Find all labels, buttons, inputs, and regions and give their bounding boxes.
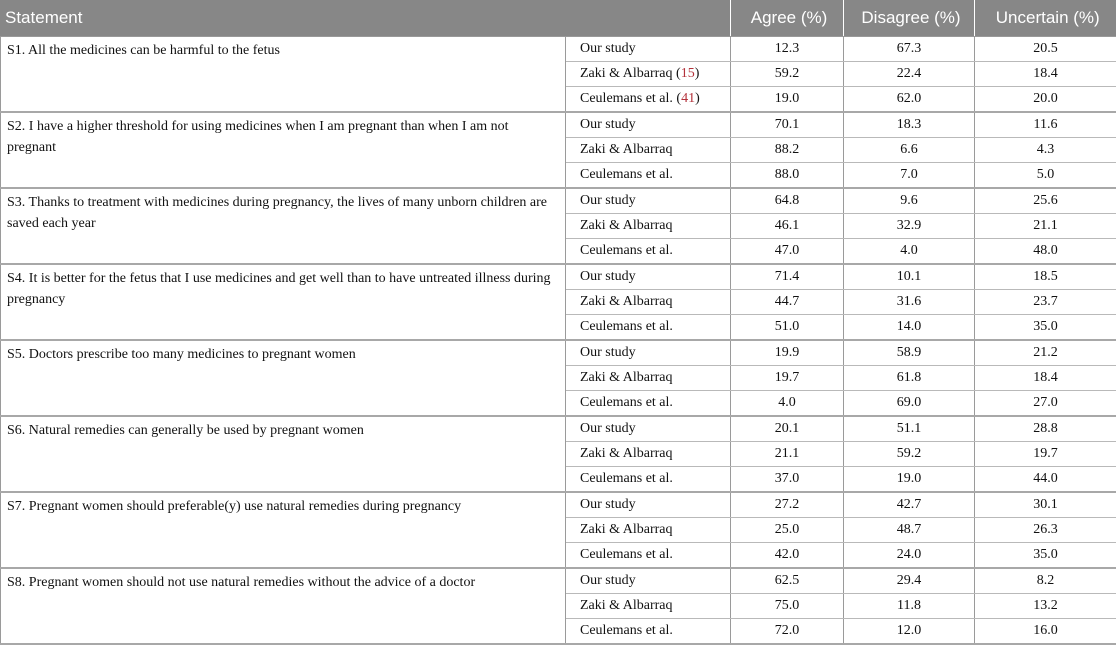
disagree-cell: 19.0 bbox=[844, 467, 975, 493]
source-label: Our study bbox=[580, 421, 636, 436]
uncertain-cell: 20.5 bbox=[975, 37, 1116, 62]
source-label: Ceulemans et al. bbox=[580, 91, 673, 106]
disagree-cell: 7.0 bbox=[844, 163, 975, 189]
reference-link[interactable]: 41 bbox=[681, 91, 695, 106]
uncertain-cell: 13.2 bbox=[975, 594, 1116, 619]
agree-cell: 72.0 bbox=[731, 619, 844, 645]
uncertain-cell: 4.3 bbox=[975, 138, 1116, 163]
uncertain-cell: 18.4 bbox=[975, 366, 1116, 391]
uncertain-cell: 11.6 bbox=[975, 112, 1116, 138]
disagree-cell: 10.1 bbox=[844, 264, 975, 290]
source-label: Our study bbox=[580, 117, 636, 132]
source-label: Zaki & Albarraq bbox=[580, 598, 673, 613]
uncertain-cell: 18.4 bbox=[975, 62, 1116, 87]
source-label: Our study bbox=[580, 497, 636, 512]
uncertain-cell: 44.0 bbox=[975, 467, 1116, 493]
column-header-uncertain: Uncertain (%) bbox=[975, 0, 1116, 37]
disagree-cell: 51.1 bbox=[844, 416, 975, 442]
source-label: Ceulemans et al. bbox=[580, 547, 673, 562]
uncertain-cell: 25.6 bbox=[975, 188, 1116, 214]
agree-cell: 12.3 bbox=[731, 37, 844, 62]
uncertain-cell: 21.2 bbox=[975, 340, 1116, 366]
disagree-cell: 69.0 bbox=[844, 391, 975, 417]
uncertain-cell: 48.0 bbox=[975, 239, 1116, 265]
column-header-statement: Statement bbox=[1, 0, 731, 37]
agree-cell: 27.2 bbox=[731, 492, 844, 518]
uncertain-cell: 8.2 bbox=[975, 568, 1116, 594]
source-label: Ceulemans et al. bbox=[580, 623, 673, 638]
table-body bbox=[1, 37, 1116, 645]
uncertain-cell: 35.0 bbox=[975, 543, 1116, 569]
uncertain-cell: 16.0 bbox=[975, 619, 1116, 645]
source-cell bbox=[566, 264, 731, 290]
source-label: Zaki & Albarraq bbox=[580, 370, 673, 385]
source-cell bbox=[566, 340, 731, 366]
disagree-cell: 9.6 bbox=[844, 188, 975, 214]
statement-cell: S8. Pregnant women should not use natural remedies without the advice of a doctor bbox=[1, 568, 566, 644]
source-label: Our study bbox=[580, 345, 636, 360]
disagree-cell: 22.4 bbox=[844, 62, 975, 87]
statement-cell: S6. Natural remedies can generally be used by pregnant women bbox=[1, 416, 566, 492]
agree-cell: 44.7 bbox=[731, 290, 844, 315]
table-row bbox=[1, 264, 1116, 290]
source-cell bbox=[566, 391, 731, 417]
source-cell bbox=[566, 138, 731, 163]
agree-cell: 21.1 bbox=[731, 442, 844, 467]
disagree-cell: 48.7 bbox=[844, 518, 975, 543]
table-header bbox=[1, 0, 1116, 37]
header-row bbox=[1, 0, 1116, 37]
disagree-cell: 6.6 bbox=[844, 138, 975, 163]
source-cell bbox=[566, 239, 731, 265]
table-row bbox=[1, 416, 1116, 442]
table-row bbox=[1, 340, 1116, 366]
source-cell bbox=[566, 214, 731, 239]
agree-cell: 42.0 bbox=[731, 543, 844, 569]
source-label: Ceulemans et al. bbox=[580, 395, 673, 410]
disagree-cell: 61.8 bbox=[844, 366, 975, 391]
agree-cell: 71.4 bbox=[731, 264, 844, 290]
uncertain-cell: 27.0 bbox=[975, 391, 1116, 417]
uncertain-cell: 23.7 bbox=[975, 290, 1116, 315]
uncertain-cell: 5.0 bbox=[975, 163, 1116, 189]
agree-cell: 47.0 bbox=[731, 239, 844, 265]
agree-cell: 19.0 bbox=[731, 87, 844, 113]
source-cell: Zaki & Albarraq (15) bbox=[566, 62, 731, 87]
source-cell bbox=[566, 619, 731, 645]
disagree-cell: 31.6 bbox=[844, 290, 975, 315]
source-cell bbox=[566, 416, 731, 442]
agree-cell: 19.9 bbox=[731, 340, 844, 366]
source-cell bbox=[566, 37, 731, 62]
table-row bbox=[1, 112, 1116, 138]
statement-cell: S3. Thanks to treatment with medicines during pregnancy, the lives of many unborn children are saved each year bbox=[1, 188, 566, 264]
agree-cell: 75.0 bbox=[731, 594, 844, 619]
disagree-cell: 12.0 bbox=[844, 619, 975, 645]
source-label: Ceulemans et al. bbox=[580, 471, 673, 486]
source-label: Zaki & Albarraq bbox=[580, 66, 673, 81]
disagree-cell: 42.7 bbox=[844, 492, 975, 518]
uncertain-cell: 28.8 bbox=[975, 416, 1116, 442]
source-label: Zaki & Albarraq bbox=[580, 446, 673, 461]
disagree-cell: 67.3 bbox=[844, 37, 975, 62]
source-label: Our study bbox=[580, 41, 636, 56]
column-header-agree: Agree (%) bbox=[731, 0, 844, 37]
source-cell bbox=[566, 315, 731, 341]
source-label: Ceulemans et al. bbox=[580, 319, 673, 334]
disagree-cell: 32.9 bbox=[844, 214, 975, 239]
source-cell bbox=[566, 163, 731, 189]
agree-cell: 4.0 bbox=[731, 391, 844, 417]
source-label: Ceulemans et al. bbox=[580, 167, 673, 182]
disagree-cell: 58.9 bbox=[844, 340, 975, 366]
source-cell bbox=[566, 518, 731, 543]
statement-cell: S2. I have a higher threshold for using medicines when I am pregnant than when I am not pregnant bbox=[1, 112, 566, 188]
source-label: Zaki & Albarraq bbox=[580, 142, 673, 157]
source-label: Our study bbox=[580, 193, 636, 208]
table-row bbox=[1, 188, 1116, 214]
source-cell bbox=[566, 492, 731, 518]
statement-cell: S7. Pregnant women should preferable(y) use natural remedies during pregnancy bbox=[1, 492, 566, 568]
source-cell bbox=[566, 188, 731, 214]
uncertain-cell: 35.0 bbox=[975, 315, 1116, 341]
uncertain-cell: 18.5 bbox=[975, 264, 1116, 290]
statement-cell: S5. Doctors prescribe too many medicines to pregnant women bbox=[1, 340, 566, 416]
agree-cell: 64.8 bbox=[731, 188, 844, 214]
source-label: Zaki & Albarraq bbox=[580, 218, 673, 233]
source-label: Zaki & Albarraq bbox=[580, 522, 673, 537]
uncertain-cell: 26.3 bbox=[975, 518, 1116, 543]
disagree-cell: 4.0 bbox=[844, 239, 975, 265]
source-label: Our study bbox=[580, 269, 636, 284]
source-cell bbox=[566, 594, 731, 619]
agree-cell: 88.0 bbox=[731, 163, 844, 189]
source-cell bbox=[566, 467, 731, 493]
source-label: Zaki & Albarraq bbox=[580, 294, 673, 309]
agree-cell: 88.2 bbox=[731, 138, 844, 163]
column-header-disagree: Disagree (%) bbox=[844, 0, 975, 37]
agree-cell: 20.1 bbox=[731, 416, 844, 442]
agree-cell: 46.1 bbox=[731, 214, 844, 239]
statement-cell: S4. It is better for the fetus that I use medicines and get well than to have untreated illness during pregnancy bbox=[1, 264, 566, 340]
source-cell bbox=[566, 442, 731, 467]
table-row bbox=[1, 37, 1116, 62]
table-row bbox=[1, 568, 1116, 594]
reference-link[interactable]: 15 bbox=[681, 66, 695, 81]
statement-cell: S1. All the medicines can be harmful to the fetus bbox=[1, 37, 566, 113]
agree-cell: 70.1 bbox=[731, 112, 844, 138]
disagree-cell: 59.2 bbox=[844, 442, 975, 467]
agree-cell: 37.0 bbox=[731, 467, 844, 493]
source-label: Our study bbox=[580, 573, 636, 588]
source-cell bbox=[566, 568, 731, 594]
source-cell bbox=[566, 112, 731, 138]
agree-cell: 59.2 bbox=[731, 62, 844, 87]
disagree-cell: 62.0 bbox=[844, 87, 975, 113]
source-cell bbox=[566, 290, 731, 315]
source-cell bbox=[566, 366, 731, 391]
disagree-cell: 18.3 bbox=[844, 112, 975, 138]
disagree-cell: 24.0 bbox=[844, 543, 975, 569]
table-row bbox=[1, 492, 1116, 518]
disagree-cell: 11.8 bbox=[844, 594, 975, 619]
agree-cell: 51.0 bbox=[731, 315, 844, 341]
agree-cell: 19.7 bbox=[731, 366, 844, 391]
source-label: Ceulemans et al. bbox=[580, 243, 673, 258]
disagree-cell: 29.4 bbox=[844, 568, 975, 594]
uncertain-cell: 20.0 bbox=[975, 87, 1116, 113]
agree-cell: 62.5 bbox=[731, 568, 844, 594]
uncertain-cell: 21.1 bbox=[975, 214, 1116, 239]
uncertain-cell: 30.1 bbox=[975, 492, 1116, 518]
source-cell bbox=[566, 543, 731, 569]
uncertain-cell: 19.7 bbox=[975, 442, 1116, 467]
agree-cell: 25.0 bbox=[731, 518, 844, 543]
source-cell: Ceulemans et al. (41) bbox=[566, 87, 731, 113]
disagree-cell: 14.0 bbox=[844, 315, 975, 341]
